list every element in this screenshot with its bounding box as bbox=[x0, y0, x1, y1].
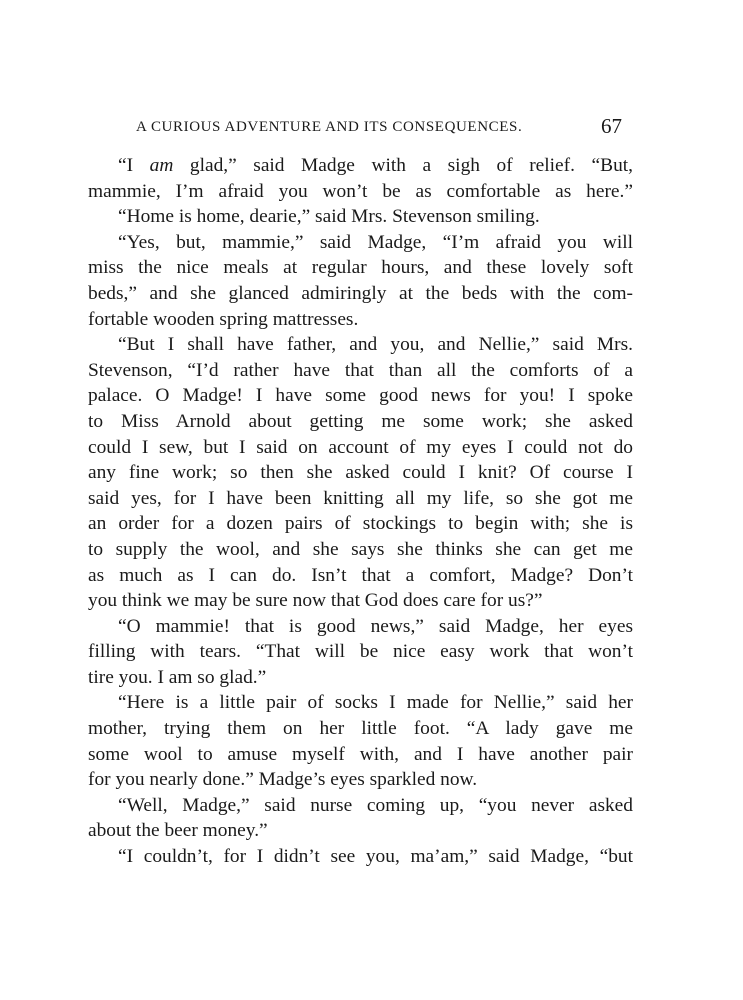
text-line: tire you. I am so glad.” bbox=[88, 666, 267, 688]
text-line: beds,” and she glanced admiringly at the beds with the com- bbox=[88, 282, 633, 304]
text-line: some wool to amuse myself with, and I have another pair bbox=[88, 743, 633, 765]
text-line: palace. O Madge! I have some good news for you! I spoke bbox=[88, 385, 633, 407]
body-text bbox=[88, 153, 633, 870]
text-line: “I couldn’t, for I didn’t see you, ma’am,” said Madge, “but bbox=[118, 846, 633, 868]
text-line: mammie, I’m afraid you won’t be as comfortable as here.” bbox=[88, 180, 633, 202]
text-line: “Yes, but, mammie,” said Madge, “I’m afraid you will bbox=[118, 231, 633, 253]
text-line: “Home is home, dearie,” said Mrs. Stevenson smiling. bbox=[118, 206, 540, 228]
text-line: “Here is a little pair of socks I made for Nellie,” said her bbox=[118, 692, 633, 714]
running-header bbox=[0, 112, 743, 142]
running-title: A CURIOUS ADVENTURE AND ITS CONSEQUENCES. bbox=[136, 119, 523, 135]
text-line: mother, trying them on her little foot. “A lady gave me bbox=[88, 718, 633, 740]
text-line: you think we may be sure now that God does care for us?” bbox=[88, 590, 543, 612]
text-segment: “I bbox=[118, 155, 150, 176]
text-line: fortable wooden spring mattresses. bbox=[88, 308, 359, 330]
text-segment: glad,” said Madge with a sigh of relief. “But, bbox=[173, 155, 633, 176]
text-line: “Well, Madge,” said nurse coming up, “you never asked bbox=[118, 794, 633, 816]
text-line: Stevenson, “I’d rather have that than all the comforts of a bbox=[88, 359, 633, 381]
text-line: said yes, for I have been knitting all my life, so she got me bbox=[88, 487, 633, 509]
text-line: miss the nice meals at regular hours, and these lovely soft bbox=[88, 257, 633, 279]
emphasis-text: am bbox=[149, 155, 174, 176]
text-line: to Miss Arnold about getting me some work; she asked bbox=[88, 410, 633, 432]
text-line: could I sew, but I said on account of my eyes I could not do bbox=[88, 436, 633, 458]
text-line: to supply the wool, and she says she thinks she can get me bbox=[88, 538, 633, 560]
text-line: filling with tears. “That will be nice easy work that won’t bbox=[88, 641, 633, 663]
text-line: about the beer money.” bbox=[88, 820, 268, 842]
page-number: 67 bbox=[601, 114, 622, 138]
text-line: as much as I can do. Isn’t that a comfort, Madge? Don’t bbox=[88, 564, 633, 586]
text-line bbox=[88, 153, 633, 179]
text-line: “But I shall have father, and you, and Nellie,” said Mrs. bbox=[118, 334, 633, 356]
text-line: for you nearly done.” Madge’s eyes sparkled now. bbox=[88, 769, 478, 791]
text-line: any fine work; so then she asked could I knit? Of course I bbox=[88, 462, 633, 484]
text-line: an order for a dozen pairs of stockings to begin with; she is bbox=[88, 513, 633, 535]
text-line: “O mammie! that is good news,” said Madge, her eyes bbox=[118, 615, 633, 637]
